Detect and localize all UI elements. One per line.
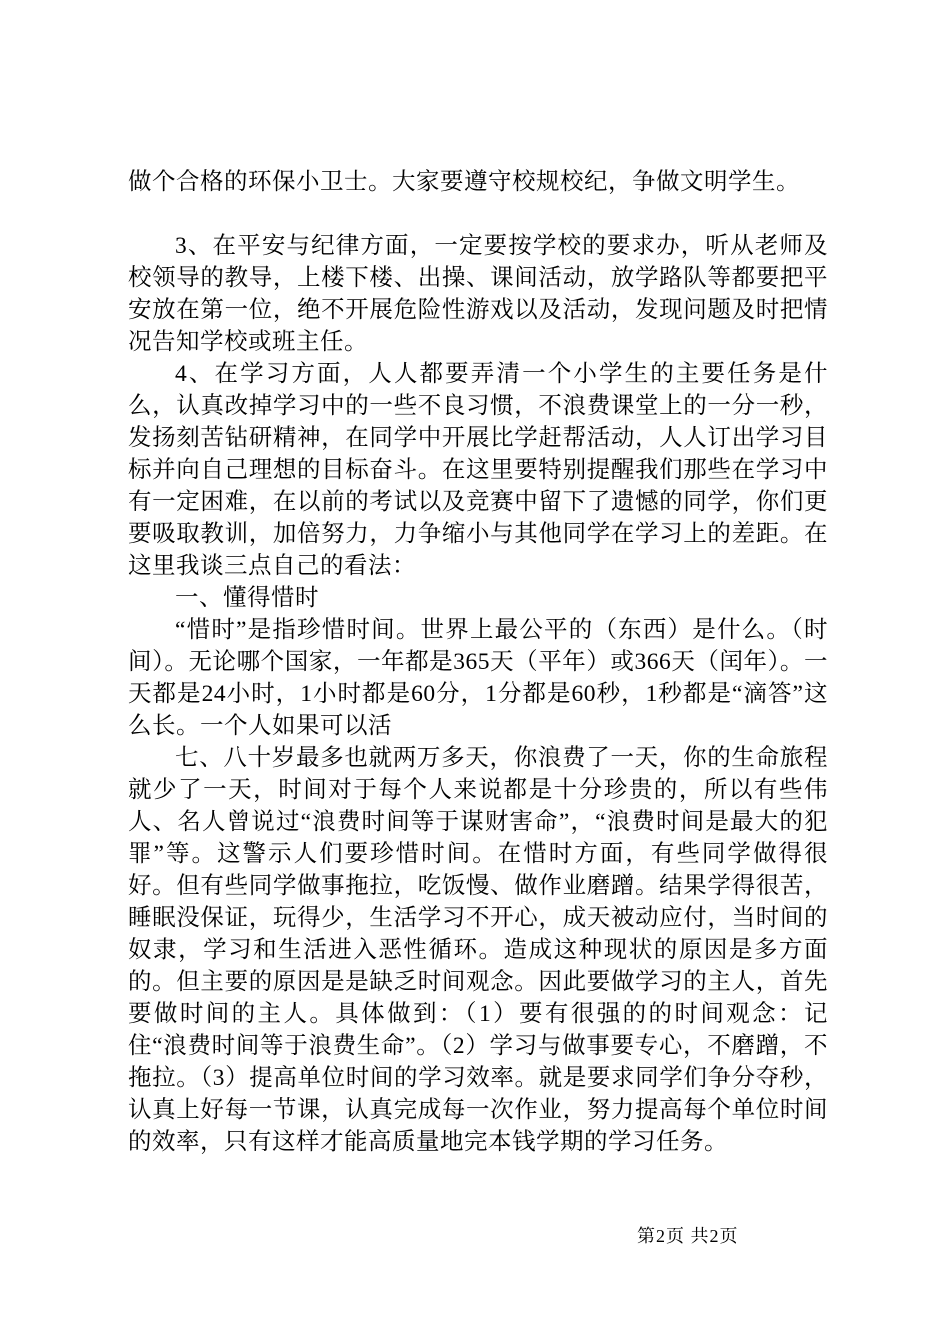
paragraph: 七、八十岁最多也就两万多天，你浪费了一天，你的生命旅程就少了一天，时间对于每个人来说都是十分珍贵的，所以有些伟人、名人曾说过“浪费时间等于谋财害命”，“浪费时间是最大的犯罪”等。这警示人们要珍惜时间。在惜时方面，有些同学做得很好。但有些同学做事拖拉，吃饭慢、做作业磨蹭。结果学得很苦，睡眠没保证，玩得少，生活学习不开心，成天被动应付，当时间的奴隶，学习和生活进入恶性循环。造成这种现状的原因是多方面的。但主要的原因是是缺乏时间观念。因此要做学习的主人，首先要做时间的主人。具体做到：（1）要有很强的的时间观念：记住“浪费时间等于浪费生命”。（2）学习与做事要专心，不磨蹭，不拖拉。（3）提高单位时间的学习效率。就是要求同学们争分夺秒，认真上好每一节课，认真完成每一次作业，努力提高每个单位时间的效率，只有这样才能高质量地完本钱学期的学习任务。 (128, 745, 828, 1155)
paragraph: 做个合格的环保小卫士。大家要遵守校规校纪，争做文明学生。 (128, 169, 800, 195)
page-footer: 第2页 共2页 (637, 1226, 739, 1246)
document-body (128, 166, 828, 1158)
paragraph: 3、在平安与纪律方面，一定要按学校的要求办，听从老师及校领导的教导，上楼下楼、出操、课间活动，放学路队等都要把平安放在第一位，绝不开展危险性游戏以及活动，发现问题及时把情况告知学校或班主任。 (128, 233, 828, 355)
paragraph: “惜时”是指珍惜时间。世界上最公平的（东西）是什么。（时间）。无论哪个国家，一年都是365天（平年）或366天（闰年）。一天都是24小时，1小时都是60分，1分都是60秒，1秒都是“滴答”这么长。一个人如果可以活 (128, 617, 828, 739)
blank-line (128, 198, 828, 230)
paragraph: 一、懂得惜时 (175, 585, 319, 611)
paragraph: 4、在学习方面，人人都要弄清一个小学生的主要任务是什么，认真改掉学习中的一些不良习惯，不浪费课堂上的一分一秒，发扬刻苦钻研精神，在同学中开展比学赶帮活动，人人订出学习目标并向自己理想的目标奋斗。在这里要特别提醒我们那些在学习中有一定困难，在以前的考试以及竞赛中留下了遗憾的同学，你们更要吸取教训，加倍努力，力争缩小与其他同学在学习上的差距。在这里我谈三点自己的看法： (128, 361, 828, 579)
